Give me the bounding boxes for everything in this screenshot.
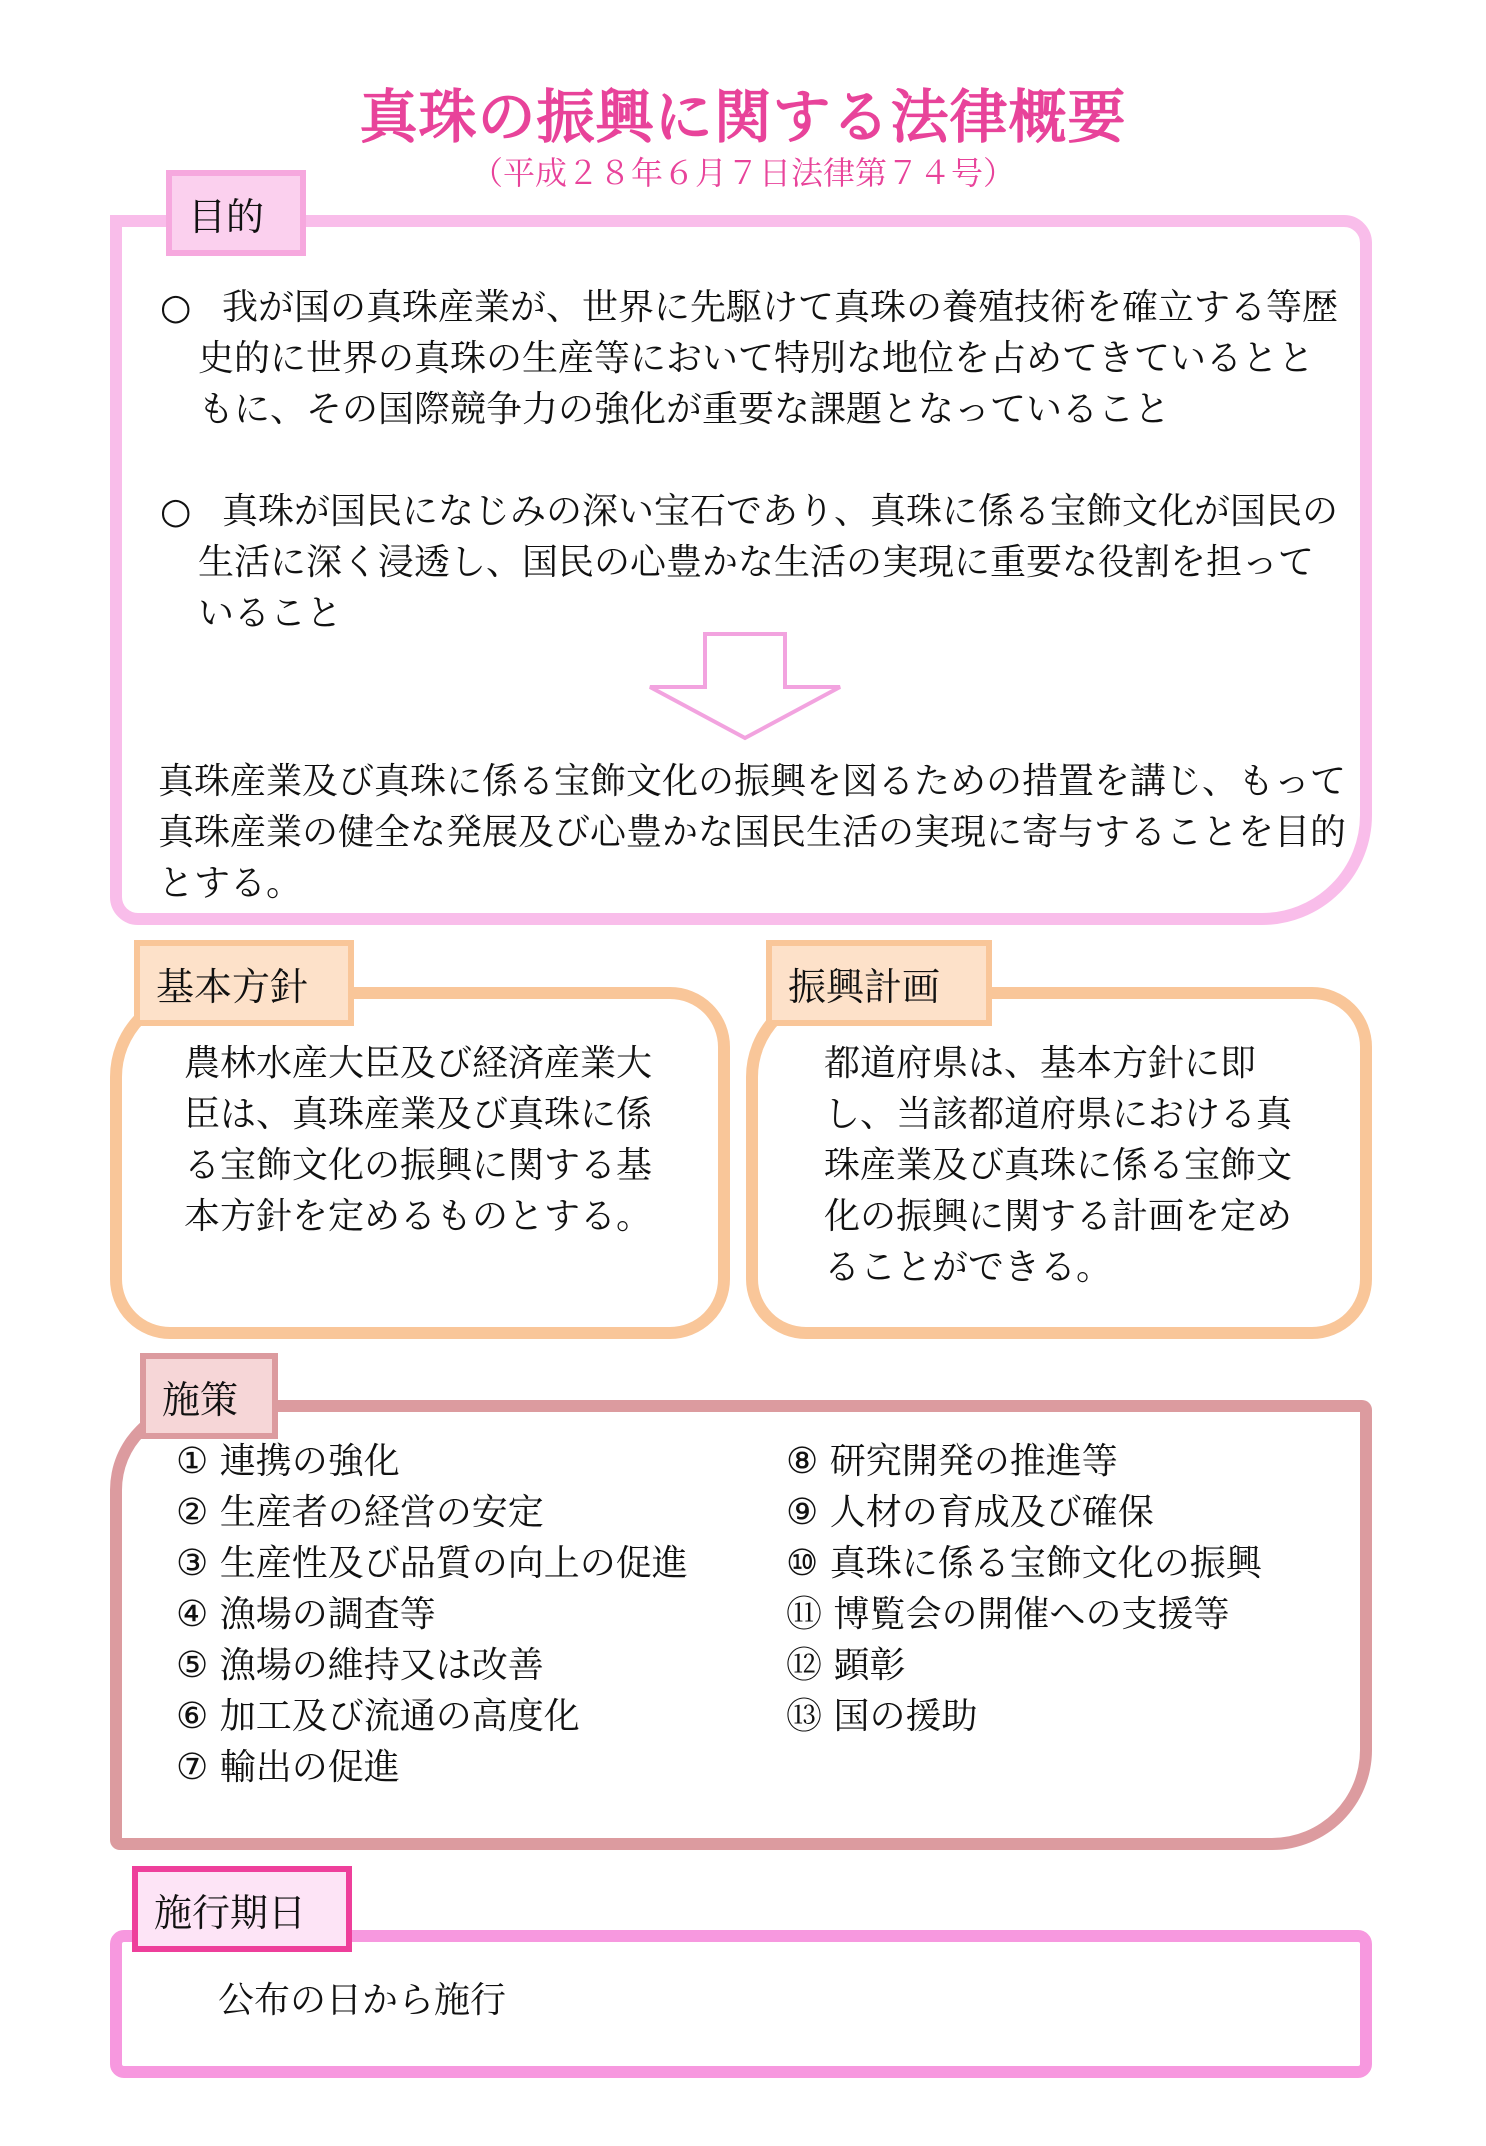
measure-text: 生産性及び品質の向上の促進 (219, 1543, 688, 1584)
measure-number: ② (176, 1492, 209, 1533)
measure-number: ⑥ (176, 1696, 209, 1737)
measure-text: 連携の強化 (219, 1441, 400, 1482)
circle-bullet-icon: ○ (160, 287, 192, 328)
measure-item (176, 1691, 776, 1742)
measure-item (786, 1640, 1346, 1691)
measure-number: ⑪ (786, 1594, 823, 1635)
measure-number: ⑨ (786, 1492, 819, 1533)
purpose-conclusion: 真珠産業及び真珠に係る宝飾文化の振興を図るための措置を講じ、もって真珠産業の健全な発展及び心豊かな国民生活の実現に寄与することを目的とする。 (158, 761, 1347, 904)
purpose-bullet (160, 282, 1380, 492)
circle-bullet-icon: ○ (160, 491, 192, 532)
purpose-bullet (160, 486, 1380, 646)
measure-text: 顕彰 (833, 1645, 906, 1686)
measure-item (786, 1436, 1346, 1487)
down-arrow-icon (645, 632, 845, 742)
measure-number: ⑬ (786, 1696, 823, 1737)
measure-number: ⑩ (786, 1543, 819, 1584)
measure-item (786, 1589, 1346, 1640)
purpose-bullet-text: 我が国の真珠産業が、世界に先駆けて真珠の養殖技術を確立する等歴史的に世界の真珠の生産等において特別な地位を占めてきているとともに、その国際競争力の強化が重要な課題となっていること (198, 287, 1339, 430)
measure-number: ⑧ (786, 1441, 819, 1482)
measure-item (176, 1589, 776, 1640)
measure-item (786, 1487, 1346, 1538)
enforcement-label: 施行期日 (132, 1866, 352, 1952)
measure-number: ⑦ (176, 1747, 209, 1788)
measure-text: 博覧会の開催への支援等 (833, 1594, 1230, 1635)
basic-policy-text: 農林水産大臣及び経済産業大臣は、真珠産業及び真珠に係る宝飾文化の振興に関する基本方針を定めるものとする。 (184, 1043, 653, 1237)
measure-number: ③ (176, 1543, 209, 1584)
measure-text: 人材の育成及び確保 (829, 1492, 1154, 1533)
measure-item (176, 1742, 776, 1793)
measure-item (786, 1691, 1346, 1742)
measure-text: 漁場の維持又は改善 (219, 1645, 544, 1686)
measure-text: 生産者の経営の安定 (219, 1492, 544, 1533)
measures-label: 施策 (140, 1353, 278, 1439)
document-title: 真珠の振興に関する法律概要 (359, 83, 1127, 151)
enforcement-text: 公布の日から施行 (218, 1980, 507, 2021)
measure-number: ① (176, 1441, 209, 1482)
document-subtitle: （平成２８年６月７日法律第７４号） (470, 154, 1015, 192)
measure-text: 輸出の促進 (219, 1747, 400, 1788)
measures-list-left (176, 1436, 776, 1793)
measure-item (176, 1640, 776, 1691)
measure-number: ⑫ (786, 1645, 823, 1686)
purpose-label: 目的 (166, 170, 306, 256)
measure-item (176, 1487, 776, 1538)
measure-text: 真珠に係る宝飾文化の振興 (829, 1543, 1262, 1584)
measure-item (176, 1436, 776, 1487)
promotion-plan-label: 振興計画 (766, 940, 992, 1026)
measure-text: 漁場の調査等 (219, 1594, 436, 1635)
basic-policy-label: 基本方針 (134, 940, 354, 1026)
measure-item (176, 1538, 776, 1589)
measure-item (786, 1538, 1346, 1589)
measures-list-right (786, 1436, 1346, 1742)
measure-text: 国の援助 (833, 1696, 978, 1737)
measure-number: ④ (176, 1594, 209, 1635)
measure-text: 加工及び流通の高度化 (219, 1696, 580, 1737)
purpose-bullet-text: 真珠が国民になじみの深い宝石であり、真珠に係る宝飾文化が国民の生活に深く浸透し、国民の心豊かな生活の実現に重要な役割を担っていること (198, 491, 1339, 634)
measure-text: 研究開発の推進等 (829, 1441, 1118, 1482)
promotion-plan-text: 都道府県は、基本方針に即し、当該都道府県における真珠産業及び真珠に係る宝飾文化の振興に関する計画を定めることができる。 (824, 1043, 1293, 1288)
measure-number: ⑤ (176, 1645, 209, 1686)
